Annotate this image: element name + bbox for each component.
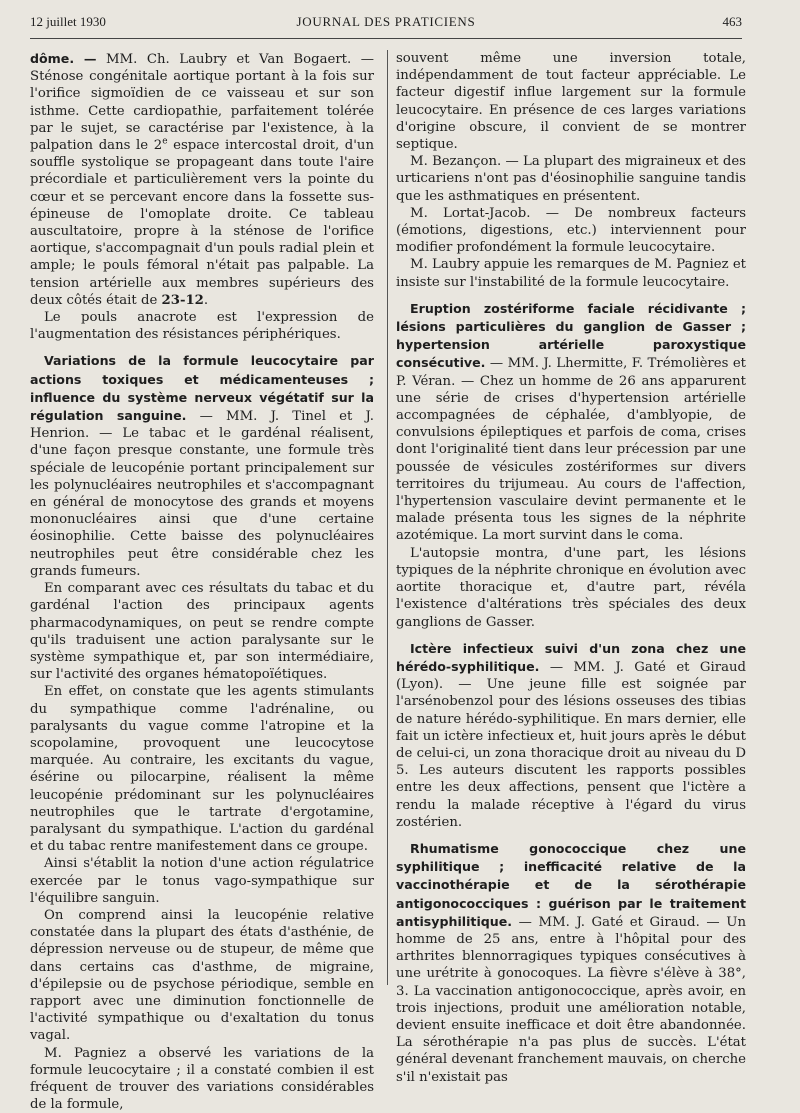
- paragraph-text: .: [203, 292, 209, 308]
- section-eruption-zosteriforme: [396, 300, 746, 545]
- temperature-value: 38°, 3: [396, 966, 746, 999]
- dash: —: [485, 356, 508, 372]
- paragraph-comprend: On comprend ainsi la leucopénie relative constatée dans la plupart des états d'asthénie, de dépression nerveuse ou de stupeur, de même que dans certains cas d'asthme, de migraine, d'épilepsie ou de psychose périodique, semble en rapport avec une diminution fonctionnelle de l'activité sympathique ou d'exaltation du tonus vagal.: [30, 907, 374, 1044]
- section-title: Rhumatisme gonococcique chez une syphilitique ; inefficacité relative de la vaccinothérapie et de la sérothérapie antigonococciques : guérison par le traitement antisyphilitique.: [396, 840, 746, 929]
- author-name: M. Pagniez: [44, 1045, 127, 1061]
- authors: MM. J. Gaté et Giraud.: [538, 914, 700, 930]
- column-divider: [387, 50, 388, 985]
- section-ictere-infectieux: [396, 640, 746, 831]
- header-date: 12 juillet 1930: [30, 14, 106, 29]
- paragraph-text: . La vaccination antigonococcique, après avoir, en trois injections, produit une amélioration notable, devient ensuite inefficace et doit être abandonnée. La sérothérapie n'a pas plus de succès. L'état général devenant franchement mauvais, on cherche s'il n'existait pas: [396, 983, 746, 1085]
- authors: MM. J. Gaté et Giraud (Lyon).: [396, 659, 746, 693]
- authors: MM. J. Tinel et J. Henrion.: [30, 409, 374, 442]
- paragraph-text: — Une jeune fille est soignée par l'arsénobenzol pour des lésions osseuses des tibias de nature hérédo-syphilitique. En mars dernier, elle fait un ictère infectieux et, huit jours après le début de celui-ci, un zona thoracique droit au niveau du D 5. Les auteurs discutent les rapports possibles entre les deux affections, pensent que l'ictère a rendu la malade réceptive à l'égard du virus zostérien.: [396, 677, 746, 830]
- paragraph-laubry: [396, 256, 746, 290]
- section-lead: dôme. —: [30, 51, 97, 66]
- paragraph-bezancon: [396, 153, 746, 205]
- left-column: [30, 50, 374, 1113]
- paragraph-text: — Chez un homme de 26 ans apparurent une série de crises d'hypertension artérielle accompagnées de céphalée, d'amblyopie, de convulsions épileptiques et parfois de coma, crises dont l'originalité tient dans leur précession par une poussée de vésicules zostériformes sur divers territoires du trijumeau. Au cours de l'affection, l'hypertension vasculaire devint permanente et le malade présenta tous les signes de la néphrite azotémique. La mort survint dans le coma.: [396, 373, 747, 544]
- paragraph-text: — Un homme de 25 ans, entre à l'hôpital pour des arthrites blennorragiques typiques consécutives à une urétrite à gonocoques. La fièvre s'élève à: [396, 914, 746, 982]
- header-rule: [30, 38, 742, 39]
- dash: —: [512, 914, 539, 930]
- page-header: [30, 14, 742, 34]
- paragraph-text: — Sténose congénitale aortique portant à la fois sur l'orifice sigmoïdien de ce vaisseau et sur son isthme. Cette cardiopathie, parfaitement tolérée par le sujet, se caractérise par l'existence, à la palpation dans le 2: [30, 52, 374, 154]
- authors: MM. J. Lhermitte, F. Trémolières et P. Véran.: [396, 356, 746, 389]
- paragraph-text: a observé les variations de la formule leucocytaire ; il a constaté combien il est fréquent de trouver des variations considérables de la formule,: [30, 1045, 374, 1113]
- paragraph-text: — De nombreux facteurs (émotions, digestions, etc.) interviennent pour modifier profondément la formule leucocytaire.: [396, 205, 747, 256]
- paragraph-autopsie: L'autopsie montra, d'une part, les lésions typiques de la néphrite chronique en évolution avec aortite thoracique et, d'autre part, révéla l'existence d'altérations très spéciales des deux ganglions de Gasser.: [396, 545, 746, 630]
- journal-title: JOURNAL DES PRATICIENS: [296, 14, 476, 29]
- paragraph-text: — La plupart des migraineux et des urticariens n'ont pas d'éosinophilie sanguine tandis que les asthmatiques en présentent.: [396, 154, 746, 204]
- section-title: Variations de la formule leucocytaire par actions toxiques et médicamenteuses ; influence du système nerveux végétatif sur la régulation sanguine.: [30, 353, 374, 424]
- paragraph-effet: En effet, on constate que les agents stimulants du sympathique comme l'adrénaline, ou paralysants du vague comme l'atropine et la scopolamine, provoquent une leucocytose marquée. Au contraire, les excitants du vague, ésérine ou pilocarpine, réalisent la même leucopénie prédominant sur les polynucléaires neutrophiles que le tartrate d'ergotamine, paralysant du sympathique. L'action du gardénal et du tabac rentre manifestement dans ce groupe.: [30, 684, 374, 855]
- section-title: Eruption zostériforme faciale récidivante ; lésions particulières du ganglion de Gasser ; hypertension artérielle paroxystique consécutive.: [396, 300, 746, 371]
- tension-value: 23-12: [161, 292, 204, 308]
- dash: —: [539, 659, 574, 675]
- section-rhumatisme-gonococcique: [396, 840, 746, 1086]
- authors: MM. Ch. Laubry et Van Bogaert.: [105, 52, 352, 67]
- author-name: M. Laubry: [410, 257, 480, 273]
- section-title: Ictère infectieux suivi d'un zona chez une hérédo-syphilitique.: [396, 640, 746, 674]
- paragraph-text: — Le tabac et le gardénal réalisent, d'une façon presque constante, une formule très spéciale de leucopénie portant principalement sur les polynucléaires neutrophiles et s'accompagnant en général de monocytose des grands et moyens mononucléaires ainsi que d'une certaine éosinophilie. Cette baisse des polynucléaires neutrophiles peut être considérable chez les grands fumeurs.: [30, 426, 374, 579]
- paragraph-ainsi: Ainsi s'établit la notion d'une action régulatrice exercée par le tonus vago-sympathique sur l'équilibre sanguin.: [30, 856, 374, 906]
- superscript: e: [162, 136, 168, 147]
- paragraph-text: appuie les remarques de M. Pagniez et insiste sur l'instabilité de la formule leucocytaire.: [396, 257, 747, 290]
- paragraph-text: espace intercostal droit, d'un souffle systolique se propageant dans toute l'aire précordiale et particulièrement vers la pointe du cœur et se percevant encore dans la fossette sus-épineuse de l'omoplate droite. Ce tableau auscultatoire, propre à la sténose de l'orifice aortique, s'accompagnait d'un pouls radial plein et ample; le pouls fémoral n'était pas palpable. La tension artérielle aux membres supérieurs des deux côtés était de: [30, 138, 374, 308]
- right-column: [396, 50, 746, 1086]
- dash: —: [186, 409, 227, 425]
- paragraph-lortat-jacob: [396, 205, 746, 257]
- author-name: M. Lortat-Jacob.: [410, 205, 531, 221]
- paragraph-stenose: [30, 50, 374, 309]
- paragraph-pouls: Le pouls anacrote est l'expression de l'augmentation des résistances périphériques.: [30, 310, 374, 343]
- paragraph-comparant: En comparant avec ces résultats du tabac et du gardénal l'action des principaux agents pharmacodynamiques, on peut se rendre compte qu'ils traduisent une action paralysante sur le système sympathique et, par son intermédiaire, sur l'activité des organes hématopoïétiques.: [30, 581, 374, 683]
- author-name: M. Bezançon.: [410, 154, 502, 170]
- paragraph-pagniez: [30, 1045, 374, 1113]
- paragraph-continuation: souvent même une inversion totale, indépendamment de tout facteur appréciable. Le facteur digestif influe largement sur la formule leucocytaire. En présence de ces larges variations d'origine obscure, il convient de se montrer septique.: [396, 51, 746, 153]
- section-variations-leucocytaire: [30, 352, 374, 580]
- page-number: 463: [722, 14, 742, 29]
